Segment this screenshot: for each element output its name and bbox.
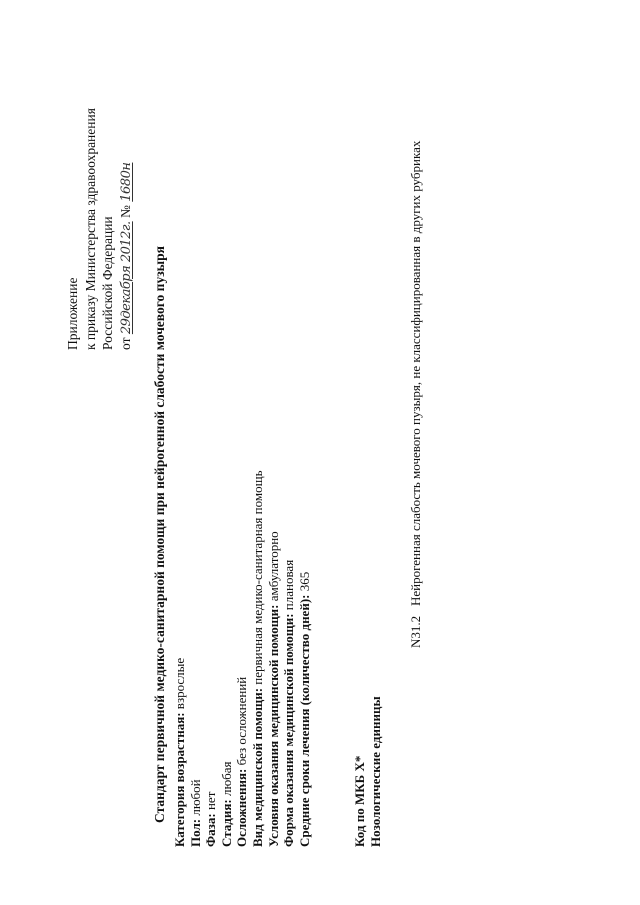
- param-label: Средние сроки лечения (количество дней):: [296, 594, 312, 847]
- param-label: Осложнения:: [234, 768, 250, 847]
- param-label: Форма оказания медицинской помощи:: [281, 613, 297, 847]
- nosology-entry: [408, 141, 424, 648]
- appendix-header: [64, 108, 135, 350]
- document-title: Стандарт первичной медико-санитарной помощи при нейрогенной слабости мочевого пузыря: [152, 246, 167, 823]
- param-sex: [188, 470, 204, 847]
- appendix-line-3: Российской Федерации: [100, 216, 115, 350]
- param-care-form: [281, 470, 297, 847]
- param-value: без осложнений: [234, 676, 250, 769]
- param-value: взрослые: [172, 657, 187, 713]
- param-value: плановая: [281, 559, 297, 614]
- appendix-line-2: к приказу Министерства здравоохранения: [82, 108, 98, 350]
- param-stage: [219, 470, 235, 847]
- param-value: 365: [296, 571, 312, 595]
- number-prefix: №: [117, 205, 133, 218]
- param-value: амбулаторно: [265, 531, 281, 605]
- param-age-category: [172, 470, 188, 847]
- param-phase: [203, 470, 219, 847]
- handwritten-date: 29декабря 2012г.: [118, 221, 134, 335]
- standard-parameters: [172, 470, 312, 847]
- param-value: любой: [187, 779, 203, 819]
- param-care-type: [250, 470, 266, 847]
- appendix-date-line: [117, 108, 136, 350]
- nosology-name: Нейрогенная слабость мочевого пузыря, не классифицированная в других рубриках: [408, 140, 423, 606]
- nosology-label: Нозологические единицы: [367, 696, 383, 847]
- classification-codes: [352, 696, 383, 847]
- param-value: нет: [203, 791, 219, 814]
- param-complications: [234, 470, 250, 847]
- param-label: Стадия:: [218, 799, 234, 847]
- param-treatment-duration: [297, 470, 313, 847]
- param-label: Вид медицинской помощи:: [249, 687, 265, 847]
- nosology-code: N31.2: [408, 615, 423, 648]
- mkb-code-label: Код по МКБ X*: [352, 755, 367, 847]
- param-care-conditions: [266, 470, 282, 847]
- param-label: Пол:: [187, 818, 203, 847]
- handwritten-order-number: 1680н: [118, 162, 134, 202]
- param-label: Условия оказания медицинской помощи:: [265, 604, 281, 847]
- param-label: Категория возрастная:: [172, 712, 187, 847]
- param-label: Фаза:: [203, 813, 219, 847]
- param-value: первичная медико-санитарная помощь: [249, 470, 265, 688]
- date-prefix: от: [117, 337, 133, 350]
- param-value: любая: [218, 761, 234, 800]
- appendix-line-1: Приложение: [65, 277, 80, 350]
